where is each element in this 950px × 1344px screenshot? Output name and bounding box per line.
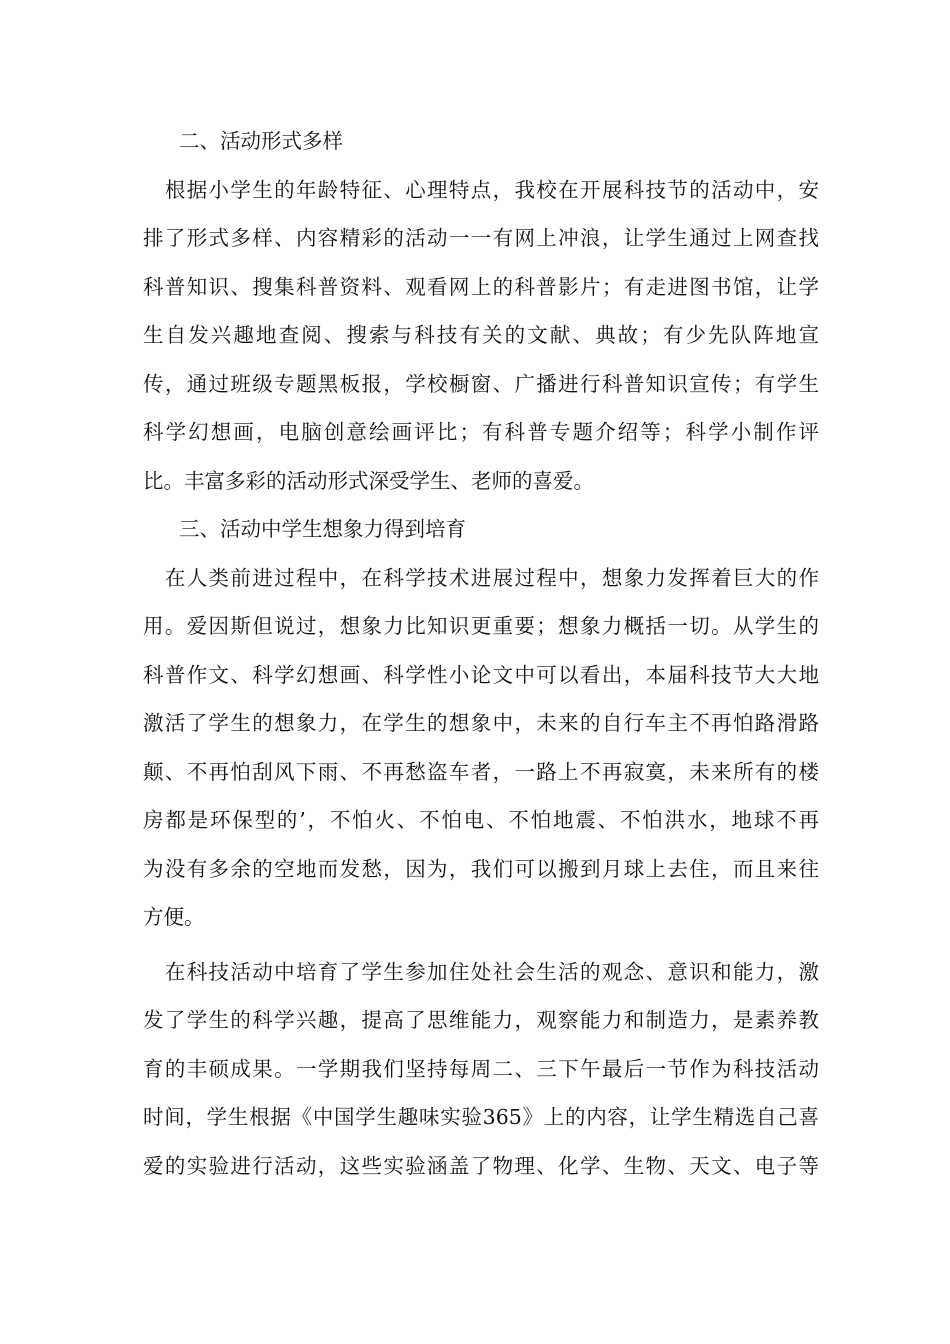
paragraph-line: 在科技活动中培育了学生参加住处社会生活的观念、意识和能力，激 [143,959,819,984]
paragraph-line: 根据小学生的年龄特征、心理特点，我校在开展科技节的活动中，安 [143,177,819,202]
paragraph-line: 爱的实验进行活动，这些实验涵盖了物理、化学、生物、天文、电子等 [143,1153,819,1178]
section-heading-2: 二、活动形式多样 [179,129,343,153]
paragraph-line: 生自发兴趣地查阅、搜索与科技有关的文献、典故；有少先队阵地宣 [143,323,819,347]
paragraph-line: 时间，学生根据《中国学生趣味实验365》上的内容，让学生精选自己喜 [143,1105,819,1129]
paragraph-activity-forms [143,166,819,506]
paragraph-line: 发了学生的科学兴趣，提高了思维能力，观察能力和制造力，是素养教 [143,1008,819,1032]
paragraph-line: 方便。 [143,905,205,929]
paragraph-line: 排了形式多样、内容精彩的活动一一有网上冲浪，让学生通过上网查找 [143,226,819,250]
paragraph-science-activities [143,948,819,1191]
paragraph-line: 比。丰富多彩的活动形式深受学生、老师的喜爱。 [143,468,594,493]
paragraph-line: 在人类前进过程中，在科学技术进展过程中，想象力发挥着巨大的作 [143,565,819,590]
paragraph-line: 为没有多余的空地而发愁，因为，我们可以搬到月球上去住，而且来往 [143,856,819,881]
paragraph-line: 科普知识、搜集科普资料、观看网上的科普影片；有走进图书馆，让学 [143,274,819,299]
paragraph-line: 传，通过班级专题黑板报，学校橱窗、广播进行科普知识宣传；有学生 [143,371,819,396]
paragraph-line: 育的丰硕成果。一学期我们坚持每周二、三下午最后一节作为科技活动 [143,1056,819,1081]
paragraph-line: 房都是环保型的’，不怕火、不怕电、不怕地震、不怕洪水，地球不再 [143,808,819,832]
paragraph-line: 科学幻想画，电脑创意绘画评比；有科普专题介绍等；科学小制作评 [143,420,819,444]
paragraph-line: 用。爱因斯但说过，想象力比知识更重要；想象力概括一切。从学生的 [143,614,819,638]
paragraph-line: 激活了学生的想象力，在学生的想象中，未来的自行车主不再怕路滑路 [143,711,819,735]
section-heading-3: 三、活动中学生想象力得到培育 [179,517,466,541]
paragraph-line: 颠、不再怕刮风下雨、不再愁盗车者，一路上不再寂寞，未来所有的楼 [143,759,819,784]
document-body [143,117,819,1190]
paragraph-line: 科普作文、科学幻想画、科学性小论文中可以看出，本届科技节大大地 [143,662,819,687]
paragraph-imagination [143,554,819,942]
